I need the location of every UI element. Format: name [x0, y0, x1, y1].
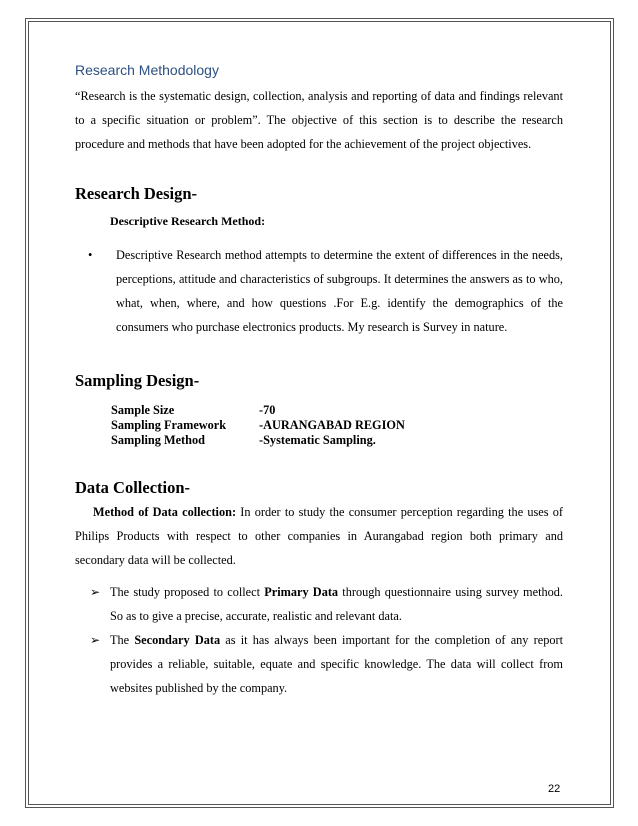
arrow-bullet-icon: ➢ — [90, 585, 101, 599]
sampling-row-framework — [111, 418, 563, 433]
primary-data-bold: Primary Data — [264, 585, 339, 599]
secondary-text-post: as it has always been important for the completion of any report provides a reliable, suitable, equate and specific knowledge. The data will collect from websites published by the company. — [110, 633, 563, 695]
primary-text-pre: The study proposed to collect — [110, 585, 265, 599]
research-design-bullet — [88, 243, 563, 339]
sampling-table — [111, 403, 563, 448]
data-collection-item-secondary — [90, 628, 563, 700]
descriptive-method-subheading: Descriptive Research Method: — [110, 214, 266, 228]
sampling-framework-value: -AURANGABAD REGION — [259, 418, 405, 432]
bullet-text: Descriptive Research method attempts to determine the extent of differences in the needs, perceptions, attitude and characteristics of subgroups. It determines the answers as to who, what, when, where, and how questions .For E.g. identify the demographics of the consumers who purchase electronics products. My research is Survey in nature. — [116, 248, 563, 334]
data-collection-item-primary — [90, 580, 563, 628]
sampling-design-heading: Sampling Design- — [75, 371, 200, 390]
data-collection-heading: Data Collection- — [75, 478, 191, 497]
method-of-data-collection-text: In order to study the consumer perception regarding the uses of Philips Products with respect to other companies in Aurangabad region both primary and secondary data will be collected. — [75, 505, 563, 567]
page-number: 22 — [548, 783, 561, 795]
sampling-method-value: -Systematic Sampling. — [259, 433, 376, 447]
page-content — [75, 62, 563, 700]
method-of-data-collection-label: Method of Data collection: — [93, 505, 237, 519]
sampling-row-method — [111, 433, 563, 448]
data-collection-paragraph — [75, 500, 563, 572]
sampling-row-size — [111, 403, 563, 418]
research-methodology-heading: Research Methodology — [75, 62, 219, 78]
primary-text-post: through questionnaire using survey method. So as to give a precise, accurate, realistic and relevant data. — [110, 585, 564, 623]
secondary-data-bold: Secondary Data — [134, 633, 221, 647]
sampling-framework-label: Sampling Framework — [111, 418, 227, 432]
bullet-mark: • — [88, 248, 93, 262]
sample-size-value: -70 — [259, 403, 276, 417]
arrow-bullet-icon: ➢ — [90, 633, 101, 647]
methodology-intro-paragraph: “Research is the systematic design, collection, analysis and reporting of data and findings relevant to a specific situation or problem”. The objective of this section is to describe the research procedure and methods that have been adopted for the achievement of the project objectives. — [75, 89, 563, 151]
sampling-method-label: Sampling Method — [111, 433, 205, 447]
secondary-text-pre: The — [110, 633, 135, 647]
research-design-heading: Research Design- — [75, 184, 198, 203]
sample-size-label: Sample Size — [111, 403, 175, 417]
